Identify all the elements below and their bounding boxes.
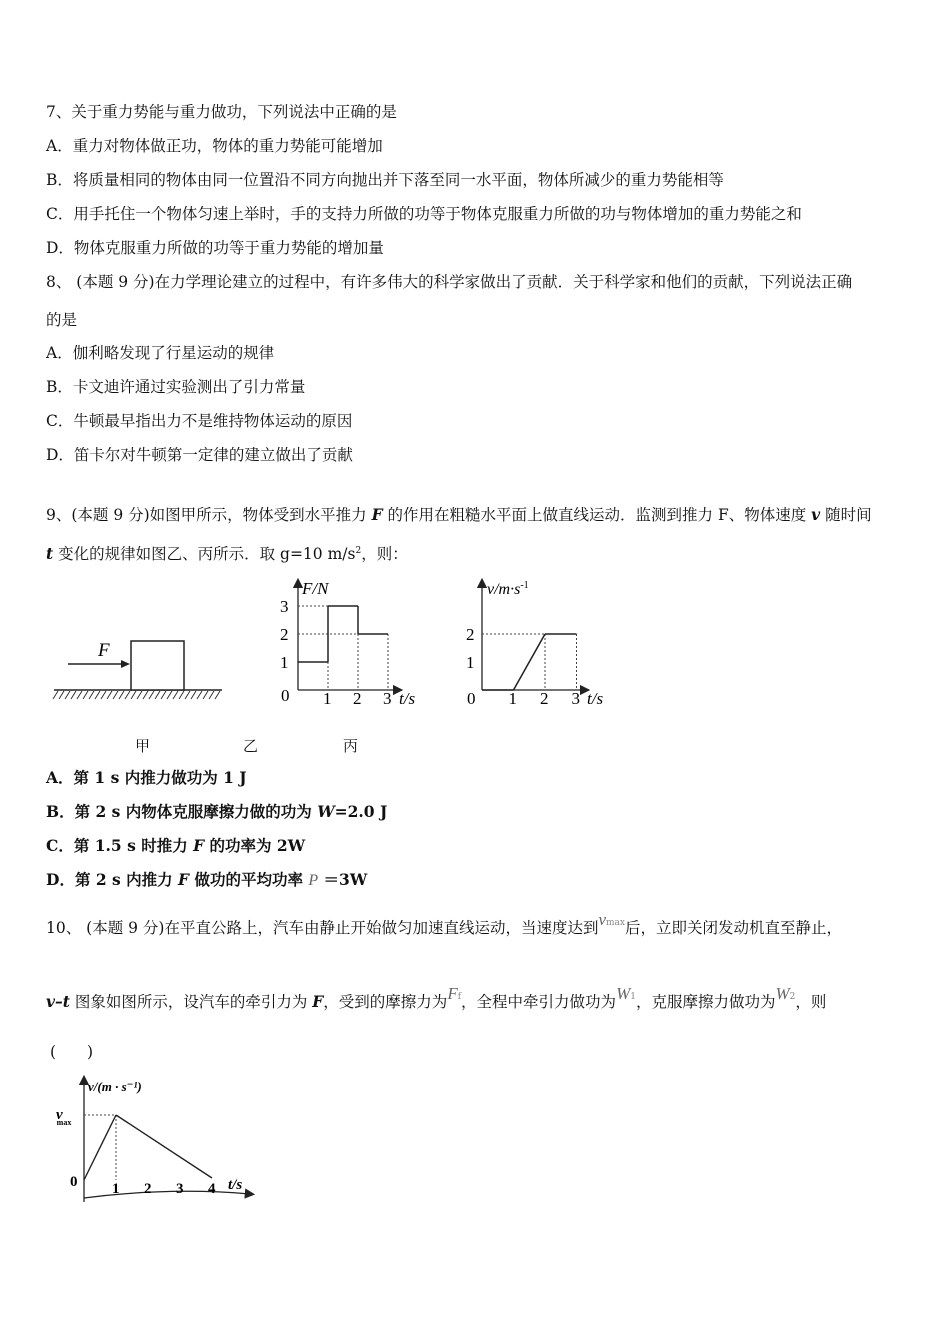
- yi-ytick-label: 1: [280, 653, 289, 672]
- caption-jia: 甲: [135, 737, 151, 755]
- q9-stem-line2: t 变化的规律如图乙、丙所示．取 g=10 $m/s^2$，则：: [46, 544, 408, 564]
- yi-ytick-label: 3: [280, 597, 289, 616]
- yi-origin: 0: [281, 686, 290, 705]
- q10-xlabel: t/s: [228, 1177, 243, 1193]
- q9-option-c: C．第 1.5 s 时推力 F 的功率为 2W: [46, 836, 306, 855]
- bing-xtick-label: 2: [540, 689, 549, 708]
- q10-accel-segment: [84, 1115, 116, 1180]
- q7-stem: 7、关于重力势能与重力做功，下列说法中正确的是: [46, 103, 397, 121]
- yi-ytick-label: 2: [280, 625, 289, 644]
- q8-option-a: A．伽利略发现了行星运动的规律: [46, 344, 275, 362]
- figure-yi: [270, 575, 430, 710]
- q7-option-d: D．物体克服重力所做的功等于重力势能的增加量: [46, 239, 384, 257]
- bing-xtick-label: 3: [571, 689, 580, 708]
- bing-series-segment: [514, 634, 546, 690]
- q10-xtick-label: 1: [112, 1181, 120, 1197]
- force-label: F: [98, 640, 110, 661]
- bing-ytick-label: 1: [466, 653, 475, 672]
- q10-stem-line1: 10、 (本题 9 分)在平直公路上，汽车由静止开始做匀加速直线运动，当速度达到vmax后，立即关闭发动机直至静止，: [46, 910, 843, 937]
- q7-option-a: A．重力对物体做正功，物体的重力势能可能增加: [46, 137, 383, 155]
- q8-option-d: D．笛卡尔对牛顿第一定律的建立做出了贡献: [46, 446, 353, 464]
- yi-xlabel: t/s: [399, 689, 416, 708]
- q7-option-c: C．用手托住一个物体匀速上举时，手的支持力所做的功等于物体克服重力所做的功与物体增加的重力势能之和: [46, 205, 802, 223]
- yi-xtick-label: 1: [323, 689, 332, 708]
- q10-xtick-label: 3: [176, 1181, 184, 1197]
- bing-ylabel: $v/m\cdot s^{-1}$: [487, 580, 529, 598]
- block: [131, 641, 184, 690]
- yi-xtick-label: 2: [353, 689, 362, 708]
- figure-bing: [463, 575, 623, 710]
- q10-stem-line2: v–t 图象如图所示，设汽车的牵引力为 F，受到的摩擦力为Ff，全程中牵引力做功为W1，克服摩擦力做功为W2，则: [46, 984, 827, 1011]
- q8-option-b: B．卡文迪许通过实验测出了引力常量: [46, 378, 306, 396]
- yi-ylabel: F/N: [302, 579, 329, 598]
- bing-origin: 0: [467, 689, 476, 708]
- q8-stem-line1: 8、 (本题 9 分)在力学理论建立的过程中，有许多伟大的科学家做出了贡献．关于科学家和他们的贡献，下列说法正确: [46, 273, 853, 291]
- q10-origin: 0: [70, 1174, 78, 1190]
- q9-option-b: B．第 2 s 内物体克服摩擦力做的功为 W=2.0 J: [46, 802, 388, 821]
- bing-xtick-label: 1: [508, 689, 517, 708]
- q9-stem-line1: 9、(本题 9 分)如图甲所示，物体受到水平推力 F 的作用在粗糙水平面上做直线运动．监测到推力 F、物体速度 v 随时间: [46, 505, 872, 524]
- q8-stem-line2: 的是: [46, 311, 78, 329]
- q10-decel-segment: [116, 1115, 212, 1178]
- q9-option-a: A．第 1 s 内推力做功为 1 J: [46, 768, 247, 787]
- q7-option-b: B．将质量相同的物体由同一位置沿不同方向抛出并下落至同一水平面，物体所减少的重力势能相等: [46, 171, 724, 189]
- yi-xtick-label: 3: [383, 689, 392, 708]
- q10-ylabel: v/(m · s⁻¹): [88, 1079, 142, 1094]
- q10-vmax-label: vmax: [56, 1107, 72, 1127]
- q10-xtick-label: 4: [208, 1181, 216, 1197]
- q10-answer-paren: ( ): [50, 1043, 94, 1061]
- figure-jia: [50, 630, 230, 710]
- q8-option-c: C．牛顿最早指出力不是维持物体运动的原因: [46, 412, 353, 430]
- q9-option-d: D．第 2 s 内推力 F 做功的平均功率 P ＝3W: [46, 870, 368, 889]
- caption-bing: 丙: [343, 737, 359, 755]
- bing-xlabel: t/s: [587, 689, 604, 708]
- q10-xtick-label: 2: [144, 1181, 152, 1197]
- figure-q10: [50, 1075, 260, 1205]
- bing-ytick-label: 2: [466, 625, 475, 644]
- caption-yi: 乙: [243, 737, 259, 755]
